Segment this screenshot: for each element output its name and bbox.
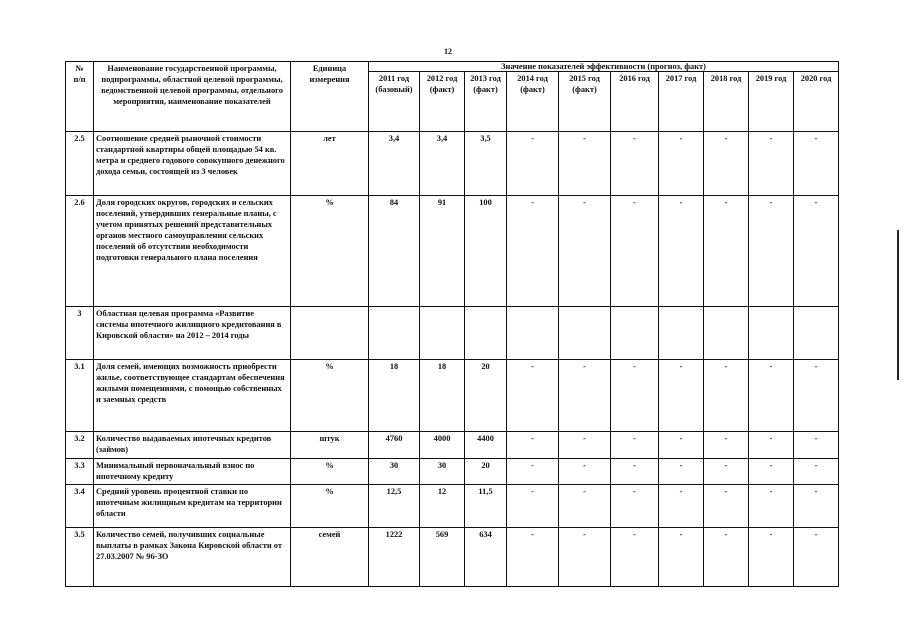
header-year: 2018 год: [704, 72, 749, 132]
value-cell: -: [507, 527, 559, 586]
value-cell: 100: [465, 196, 507, 306]
unit-cell: лет: [291, 132, 369, 196]
value-cell: -: [704, 359, 749, 431]
value-cell: -: [507, 484, 559, 527]
value-cell: 91: [420, 196, 465, 306]
value-cell: -: [704, 459, 749, 485]
value-cell: -: [749, 484, 794, 527]
value-cell: [559, 306, 611, 359]
value-cell: 20: [465, 359, 507, 431]
table-row: [66, 196, 839, 306]
value-cell: 84: [369, 196, 420, 306]
header-year: 2019 год: [749, 72, 794, 132]
value-cell: -: [704, 527, 749, 586]
value-cell: 634: [465, 527, 507, 586]
value-cell: -: [749, 459, 794, 485]
value-cell: 30: [420, 459, 465, 485]
value-cell: 569: [420, 527, 465, 586]
value-cell: -: [659, 484, 704, 527]
header-year: 2015 год (факт): [559, 72, 611, 132]
row-number: 3.4: [66, 484, 94, 527]
value-cell: -: [749, 132, 794, 196]
unit-cell: %: [291, 359, 369, 431]
unit-cell: %: [291, 459, 369, 485]
value-cell: -: [704, 132, 749, 196]
header-num: № п/п: [66, 62, 94, 132]
value-cell: -: [559, 484, 611, 527]
value-cell: -: [659, 132, 704, 196]
row-number: 3: [66, 306, 94, 359]
value-cell: -: [794, 132, 839, 196]
header-year: 2014 год (факт): [507, 72, 559, 132]
value-cell: -: [507, 132, 559, 196]
value-cell: -: [749, 431, 794, 459]
header-year: 2016 год: [611, 72, 659, 132]
value-cell: -: [659, 196, 704, 306]
indicator-name: Средний уровень процентной ставки по ипотечным жилищным кредитам на территории области: [94, 484, 291, 527]
value-cell: -: [507, 196, 559, 306]
unit-cell: семей: [291, 527, 369, 586]
value-cell: 18: [369, 359, 420, 431]
header-year: 2011 год (базовый): [369, 72, 420, 132]
value-cell: -: [794, 527, 839, 586]
value-cell: 4760: [369, 431, 420, 459]
header-year: 2013 год (факт): [465, 72, 507, 132]
table-row: [66, 484, 839, 527]
value-cell: 3,4: [420, 132, 465, 196]
value-cell: -: [611, 431, 659, 459]
table-row: [66, 359, 839, 431]
value-cell: 18: [420, 359, 465, 431]
table-row: [66, 306, 839, 359]
value-cell: 12,5: [369, 484, 420, 527]
header-name: Наименование государственной программы, подпрограммы, областной целевой программы, ведомственной целевой программы, отдельного мероприятия, наименование показателей: [94, 62, 291, 132]
unit-cell: %: [291, 484, 369, 527]
value-cell: 30: [369, 459, 420, 485]
header-year: 2020 год: [794, 72, 839, 132]
row-number: 3.3: [66, 459, 94, 485]
value-cell: [369, 306, 420, 359]
header-year: 2017 год: [659, 72, 704, 132]
value-cell: -: [749, 359, 794, 431]
indicator-name: Областная целевая программа «Развитие системы ипотечного жилищного кредитования в Кировской области» на 2012 – 2014 годы: [94, 306, 291, 359]
value-cell: [704, 306, 749, 359]
row-number: 3.2: [66, 431, 94, 459]
value-cell: -: [559, 431, 611, 459]
value-cell: -: [559, 196, 611, 306]
value-cell: -: [704, 196, 749, 306]
value-cell: -: [794, 459, 839, 485]
value-cell: [420, 306, 465, 359]
value-cell: -: [611, 484, 659, 527]
row-number: 3.5: [66, 527, 94, 586]
indicator-name: Количество выдаваемых ипотечных кредитов (займов): [94, 431, 291, 459]
value-cell: [749, 306, 794, 359]
table-row: [66, 459, 839, 485]
value-cell: -: [749, 527, 794, 586]
value-cell: -: [507, 431, 559, 459]
header-values-group: Значение показателей эффективности (прогноз, факт): [369, 62, 839, 72]
table-row: [66, 527, 839, 586]
table-row: [66, 431, 839, 459]
value-cell: [611, 306, 659, 359]
value-cell: 3,4: [369, 132, 420, 196]
unit-cell: штук: [291, 431, 369, 459]
value-cell: -: [749, 196, 794, 306]
value-cell: [465, 306, 507, 359]
row-number: 2.5: [66, 132, 94, 196]
value-cell: -: [659, 359, 704, 431]
unit-cell: %: [291, 196, 369, 306]
unit-cell: [291, 306, 369, 359]
value-cell: 4400: [465, 431, 507, 459]
indicator-name: Доля городских округов, городских и сельских поселений, утвердивших генеральные планы, с учетом принятых решений представительных органов местного самоуправления сельских поселений об отсутствии необходимости подготовки генерального плана поселения: [94, 196, 291, 306]
row-number: 2.6: [66, 196, 94, 306]
value-cell: -: [559, 359, 611, 431]
value-cell: -: [611, 196, 659, 306]
indicator-name: Доля семей, имеющих возможность приобрести жилье, соответствующее стандартам обеспечения жилыми помещениями, с помощью собственных и заемных средств: [94, 359, 291, 431]
value-cell: -: [704, 484, 749, 527]
value-cell: -: [794, 484, 839, 527]
value-cell: [507, 306, 559, 359]
value-cell: -: [559, 527, 611, 586]
value-cell: -: [704, 431, 749, 459]
value-cell: -: [659, 527, 704, 586]
value-cell: 11,5: [465, 484, 507, 527]
value-cell: -: [794, 431, 839, 459]
value-cell: 20: [465, 459, 507, 485]
table-row: [66, 132, 839, 196]
value-cell: -: [507, 359, 559, 431]
header-unit: Единица измерения: [291, 62, 369, 132]
indicator-name: Количество семей, получивших социальные выплаты в рамках Закона Кировской области от 27.03.2007 № 96-ЗО: [94, 527, 291, 586]
value-cell: 3,5: [465, 132, 507, 196]
scan-edge-mark: [897, 230, 899, 380]
value-cell: -: [611, 527, 659, 586]
value-cell: -: [559, 459, 611, 485]
value-cell: 1222: [369, 527, 420, 586]
value-cell: -: [611, 359, 659, 431]
row-number: 3.1: [66, 359, 94, 431]
value-cell: -: [559, 132, 611, 196]
header-year: 2012 год (факт): [420, 72, 465, 132]
value-cell: [659, 306, 704, 359]
value-cell: -: [507, 459, 559, 485]
value-cell: -: [611, 132, 659, 196]
value-cell: [794, 306, 839, 359]
value-cell: -: [794, 196, 839, 306]
indicator-name: Соотношение средней рыночной стоимости стандартной квартиры общей площадью 54 кв. метра и среднего годового совокупного денежного дохода семьи, состоящей из 3 человек: [94, 132, 291, 196]
value-cell: -: [794, 359, 839, 431]
indicator-name: Минимальный первоначальный взнос по ипотечному кредиту: [94, 459, 291, 485]
value-cell: -: [611, 459, 659, 485]
value-cell: -: [659, 459, 704, 485]
indicators-table: [65, 61, 839, 587]
value-cell: 12: [420, 484, 465, 527]
value-cell: -: [659, 431, 704, 459]
page-number: 12: [444, 47, 452, 56]
value-cell: 4000: [420, 431, 465, 459]
